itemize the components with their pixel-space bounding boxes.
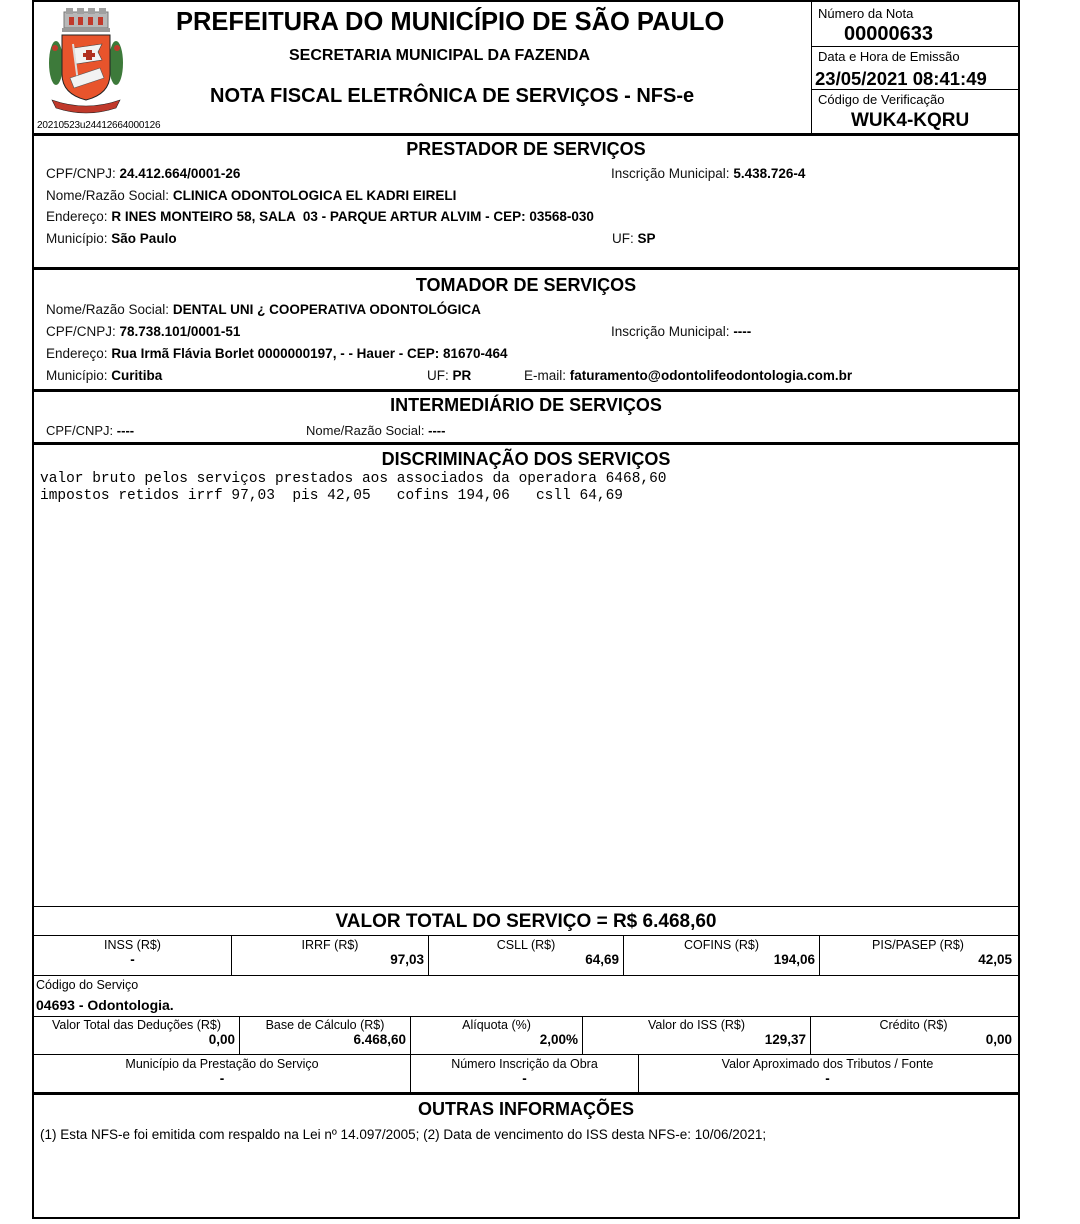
tributo-value: 194,06 [773, 952, 815, 967]
tomador-im-value: ---- [733, 324, 752, 339]
tomador-uf-value: PR [452, 368, 472, 383]
tributo-label: IRRF (R$) [301, 938, 359, 952]
prefeitura-title: PREFEITURA DO MUNICÍPIO DE SÃO PAULO [176, 8, 725, 36]
verificacao-label: Código de Verificação [818, 92, 945, 107]
local-valor-aproximado [639, 1057, 1016, 1086]
header-divider [811, 2, 812, 134]
tributo-label: INSS (R$) [104, 938, 161, 952]
prestador-im-label: Inscrição Municipal: [611, 166, 730, 181]
local-value: - [825, 1071, 830, 1086]
prestador-cnpj-value: 24.412.664/0001-26 [119, 166, 241, 181]
section-divider [34, 1016, 1018, 1017]
prestador-uf-value: SP [637, 231, 656, 246]
prestador-uf [612, 231, 656, 246]
tomador-email-label: E-mail: [524, 368, 567, 383]
calculo-base [240, 1018, 410, 1047]
tomador-email [524, 368, 852, 383]
tomador-uf-label: UF: [427, 368, 449, 383]
codigo-servico-value: 04693 - Odontologia. [36, 997, 174, 1013]
local-inscricao-obra [411, 1057, 638, 1086]
numero-nota-value: 00000633 [844, 23, 933, 45]
outras-informacoes-title: OUTRAS INFORMAÇÕES [418, 1099, 634, 1119]
tomador-nome [46, 302, 481, 317]
tributo-value: - [130, 952, 135, 967]
tributo-pis-pasep [820, 938, 1016, 967]
calculo-value: 2,00% [539, 1032, 578, 1047]
emissao-value: 23/05/2021 08:41:49 [815, 68, 987, 89]
prestador-nome [46, 188, 456, 203]
local-value: - [219, 1071, 225, 1086]
discriminacao-title: DISCRIMINAÇÃO DOS SERVIÇOS [381, 449, 671, 469]
tributo-inss [34, 938, 231, 967]
prestador-municipio-label: Município: [46, 231, 108, 246]
coat-of-arms-logo [46, 8, 126, 118]
tributo-csll [429, 938, 623, 967]
intermediario-nome-value: ---- [428, 423, 446, 438]
tributo-label: COFINS (R$) [684, 938, 759, 952]
prestador-im-value: 5.438.726-4 [733, 166, 806, 181]
tomador-cnpj-value: 78.738.101/0001-51 [119, 324, 241, 339]
prestador-title: PRESTADOR DE SERVIÇOS [406, 139, 646, 159]
prestador-endereco-value: R INES MONTEIRO 58, SALA 03 - PARQUE ARTUR ALVIM - CEP: 03568-030 [111, 209, 594, 224]
calculo-deducoes [34, 1018, 239, 1047]
calculo-label: Crédito (R$) [879, 1018, 948, 1032]
tributo-value: 64,69 [585, 952, 619, 967]
emissao-label: Data e Hora de Emissão [818, 49, 960, 64]
codigo-servico-label: Código do Serviço [36, 978, 139, 992]
intermediario-cnpj-value: ---- [116, 423, 135, 438]
intermediario-cnpj-label: CPF/CNPJ: [46, 423, 114, 438]
tomador-im [611, 324, 751, 339]
tributo-label: CSLL (R$) [496, 938, 556, 952]
tomador-cnpj-label: CPF/CNPJ: [46, 324, 116, 339]
intermediario-nome-label: Nome/Razão Social: [306, 423, 425, 438]
calculo-aliquota [411, 1018, 582, 1047]
tomador-endereco [46, 346, 508, 361]
local-municipio-prestacao [34, 1057, 410, 1086]
tomador-email-value[interactable]: faturamento@odontolifeodontologia.com.br [569, 368, 853, 383]
tributo-cofins [624, 938, 819, 967]
local-value: - [522, 1071, 527, 1086]
tomador-endereco-value: Rua Irmã Flávia Borlet 0000000197, - - Hauer - CEP: 81670-464 [111, 346, 508, 361]
tributo-label: PIS/PASEP (R$) [872, 938, 964, 952]
section-divider [34, 442, 1018, 445]
prestador-municipio-value: São Paulo [111, 231, 177, 246]
section-divider [34, 906, 1018, 907]
tomador-title: TOMADOR DE SERVIÇOS [415, 275, 637, 295]
calculo-value: 129,37 [764, 1032, 806, 1047]
tomador-municipio [46, 368, 162, 383]
tomador-municipio-label: Município: [46, 368, 108, 383]
tributo-irrf [232, 938, 428, 967]
calculo-value: 0,00 [208, 1032, 235, 1047]
section-divider [34, 1092, 1018, 1095]
header-box-divider [811, 46, 1020, 47]
prestador-cnpj-label: CPF/CNPJ: [46, 166, 116, 181]
local-label: Número Inscrição da Obra [451, 1057, 598, 1071]
section-divider [34, 1054, 1018, 1055]
calculo-label: Base de Cálculo (R$) [265, 1018, 385, 1032]
calculo-label: Alíquota (%) [462, 1018, 531, 1032]
local-label: Valor Aproximado dos Tributos / Fonte [721, 1057, 934, 1071]
secretaria-subtitle: SECRETARIA MUNICIPAL DA FAZENDA [289, 47, 591, 64]
sao-paulo-coat-of-arms-icon [46, 8, 126, 118]
tomador-municipio-value: Curitiba [111, 368, 163, 383]
section-divider [34, 133, 1018, 136]
prestador-nome-value: CLINICA ODONTOLOGICA EL KADRI EIRELI [172, 188, 457, 203]
barcode-text: 20210523u24412664000126 [37, 120, 161, 131]
tributo-value: 42,05 [978, 952, 1012, 967]
intermediario-title: INTERMEDIÁRIO DE SERVIÇOS [390, 395, 662, 415]
calculo-label: Valor do ISS (R$) [647, 1018, 746, 1032]
section-divider [34, 389, 1018, 392]
section-divider [34, 935, 1018, 936]
calculo-value: 0,00 [985, 1032, 1012, 1047]
calculo-label: Valor Total das Deduções (R$) [51, 1018, 222, 1032]
local-label: Município da Prestação do Serviço [125, 1057, 319, 1071]
prestador-endereco [46, 209, 594, 224]
prestador-im [611, 166, 805, 181]
prestador-uf-label: UF: [612, 231, 634, 246]
prestador-endereco-label: Endereço: [46, 209, 108, 224]
discriminacao-line: valor bruto pelos serviços prestados aos associados da operadora 6468,60 [40, 471, 667, 487]
tomador-endereco-label: Endereço: [46, 346, 108, 361]
tomador-nome-value: DENTAL UNI ¿ COOPERATIVA ODONTOLÓGICA [172, 302, 481, 317]
intermediario-cnpj [46, 423, 134, 438]
tomador-cnpj [46, 324, 240, 339]
nfse-doc-type: NOTA FISCAL ELETRÔNICA DE SERVIÇOS - NFS-e [210, 85, 695, 107]
prestador-municipio [46, 231, 177, 246]
tomador-nome-label: Nome/Razão Social: [46, 302, 170, 317]
valor-total: VALOR TOTAL DO SERVIÇO = R$ 6.468,60 [335, 911, 717, 932]
verificacao-value: WUK4-KQRU [851, 110, 970, 131]
discriminacao-line: impostos retidos irrf 97,03 pis 42,05 cofins 194,06 csll 64,69 [40, 488, 623, 504]
section-divider [34, 267, 1018, 270]
prestador-cnpj [46, 166, 240, 181]
nfse-document [32, 0, 1020, 1219]
tomador-im-label: Inscrição Municipal: [611, 324, 730, 339]
prestador-nome-label: Nome/Razão Social: [46, 188, 170, 203]
calculo-credito [811, 1018, 1016, 1047]
calculo-value: 6.468,60 [353, 1032, 406, 1047]
intermediario-nome [306, 423, 445, 438]
header-box-divider [811, 89, 1020, 90]
calculo-valor-iss [583, 1018, 810, 1047]
numero-nota-label: Número da Nota [818, 6, 914, 21]
outras-informacoes-text: (1) Esta NFS-e foi emitida com respaldo na Lei nº 14.097/2005; (2) Data de vencimento do ISS desta NFS-e: 10/06/2021; [40, 1127, 767, 1142]
tributo-value: 97,03 [390, 952, 424, 967]
tomador-uf [427, 368, 471, 383]
section-divider [34, 975, 1018, 976]
